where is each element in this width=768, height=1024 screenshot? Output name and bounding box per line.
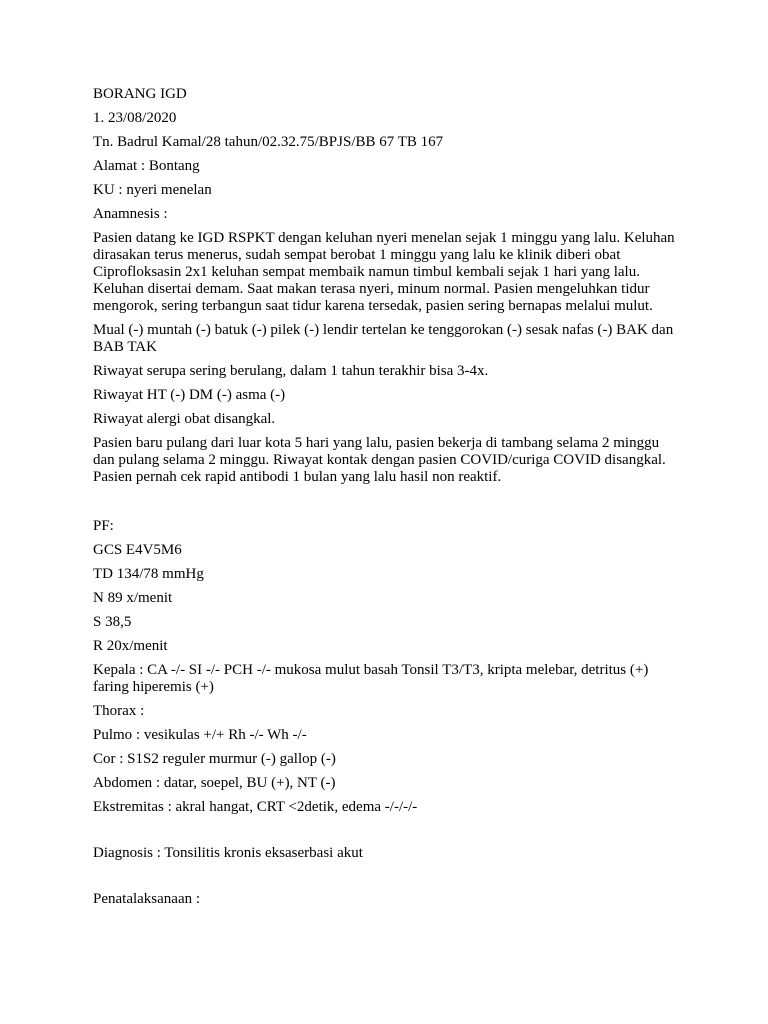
pf-heading: PF: — [93, 518, 114, 534]
diagnosis: Diagnosis : Tonsilitis kronis eksaserbasi akut — [93, 845, 363, 861]
vital-blood-pressure: TD 134/78 mmHg — [93, 566, 204, 582]
section-spacer — [93, 823, 683, 845]
vital-gcs: GCS E4V5M6 — [93, 542, 182, 558]
patient-identity: Tn. Badrul Kamal/28 tahun/02.32.75/BPJS/BB 67 TB 167 — [93, 134, 444, 150]
chief-complaint: KU : nyeri menelan — [93, 182, 212, 198]
anamnesis-symptoms: Mual (-) muntah (-) batuk (-) pilek (-) lendir tertelan ke tenggorokan (-) sesak nafas (-) BAK dan BAB TAK — [93, 322, 674, 355]
patient-address: Alamat : Bontang — [93, 158, 200, 174]
exam-extremities: Ekstremitas : akral hangat, CRT <2detik, edema -/-/-/- — [93, 799, 418, 815]
exam-thorax: Thorax : — [93, 703, 145, 719]
anamnesis-comorbidity: Riwayat HT (-) DM (-) asma (-) — [93, 387, 286, 403]
visit-date: 1. 23/08/2020 — [93, 110, 177, 126]
exam-head: Kepala : CA -/- SI -/- PCH -/- mukosa mulut basah Tonsil T3/T3, kripta melebar, detritus (+) faring hiperemis (+) — [93, 662, 649, 695]
anamnesis-allergy: Riwayat alergi obat disangkal. — [93, 411, 276, 427]
vital-pulse: N 89 x/menit — [93, 590, 173, 606]
exam-pulmo: Pulmo : vesikulas +/+ Rh -/- Wh -/- — [93, 727, 307, 743]
section-spacer — [93, 493, 683, 518]
anamnesis-travel: Pasien baru pulang dari luar kota 5 hari yang lalu, pasien bekerja di tambang selama 2 minggu dan pulang selama 2 minggu. Riwayat kontak dengan pasien COVID/curiga COVID disangkal. Pasien pernah cek rapid antibodi 1 bulan yang lalu hasil non reaktif. — [93, 435, 666, 485]
document-body — [93, 86, 683, 915]
vital-temperature: S 38,5 — [93, 614, 132, 630]
anamnesis-history: Pasien datang ke IGD RSPKT dengan keluhan nyeri menelan sejak 1 minggu yang lalu. Keluhan dirasakan terus menerus, sudah sempat berobat 1 minggu yang lalu ke klinik diberi obat Ciprofloksasin 2x1 keluhan sempat membaik namun timbul kembali sejak 1 hari yang lalu. Keluhan disertai demam. Saat makan terasa nyeri, minum normal. Pasien mengeluhkan tidur mengorok, sering terbangun saat tidur karena tersedak, pasien sering bernapas melalui mulut. — [93, 230, 675, 314]
management-heading: Penatalaksanaan : — [93, 891, 201, 907]
section-spacer — [93, 869, 683, 891]
vital-respiration: R 20x/menit — [93, 638, 168, 654]
anamnesis-recurrence: Riwayat serupa sering berulang, dalam 1 tahun terakhir bisa 3-4x. — [93, 363, 489, 379]
exam-abdomen: Abdomen : datar, soepel, BU (+), NT (-) — [93, 775, 336, 791]
form-title: BORANG IGD — [93, 86, 187, 102]
anamnesis-heading: Anamnesis : — [93, 206, 168, 222]
exam-cor: Cor : S1S2 reguler murmur (-) gallop (-) — [93, 751, 336, 767]
